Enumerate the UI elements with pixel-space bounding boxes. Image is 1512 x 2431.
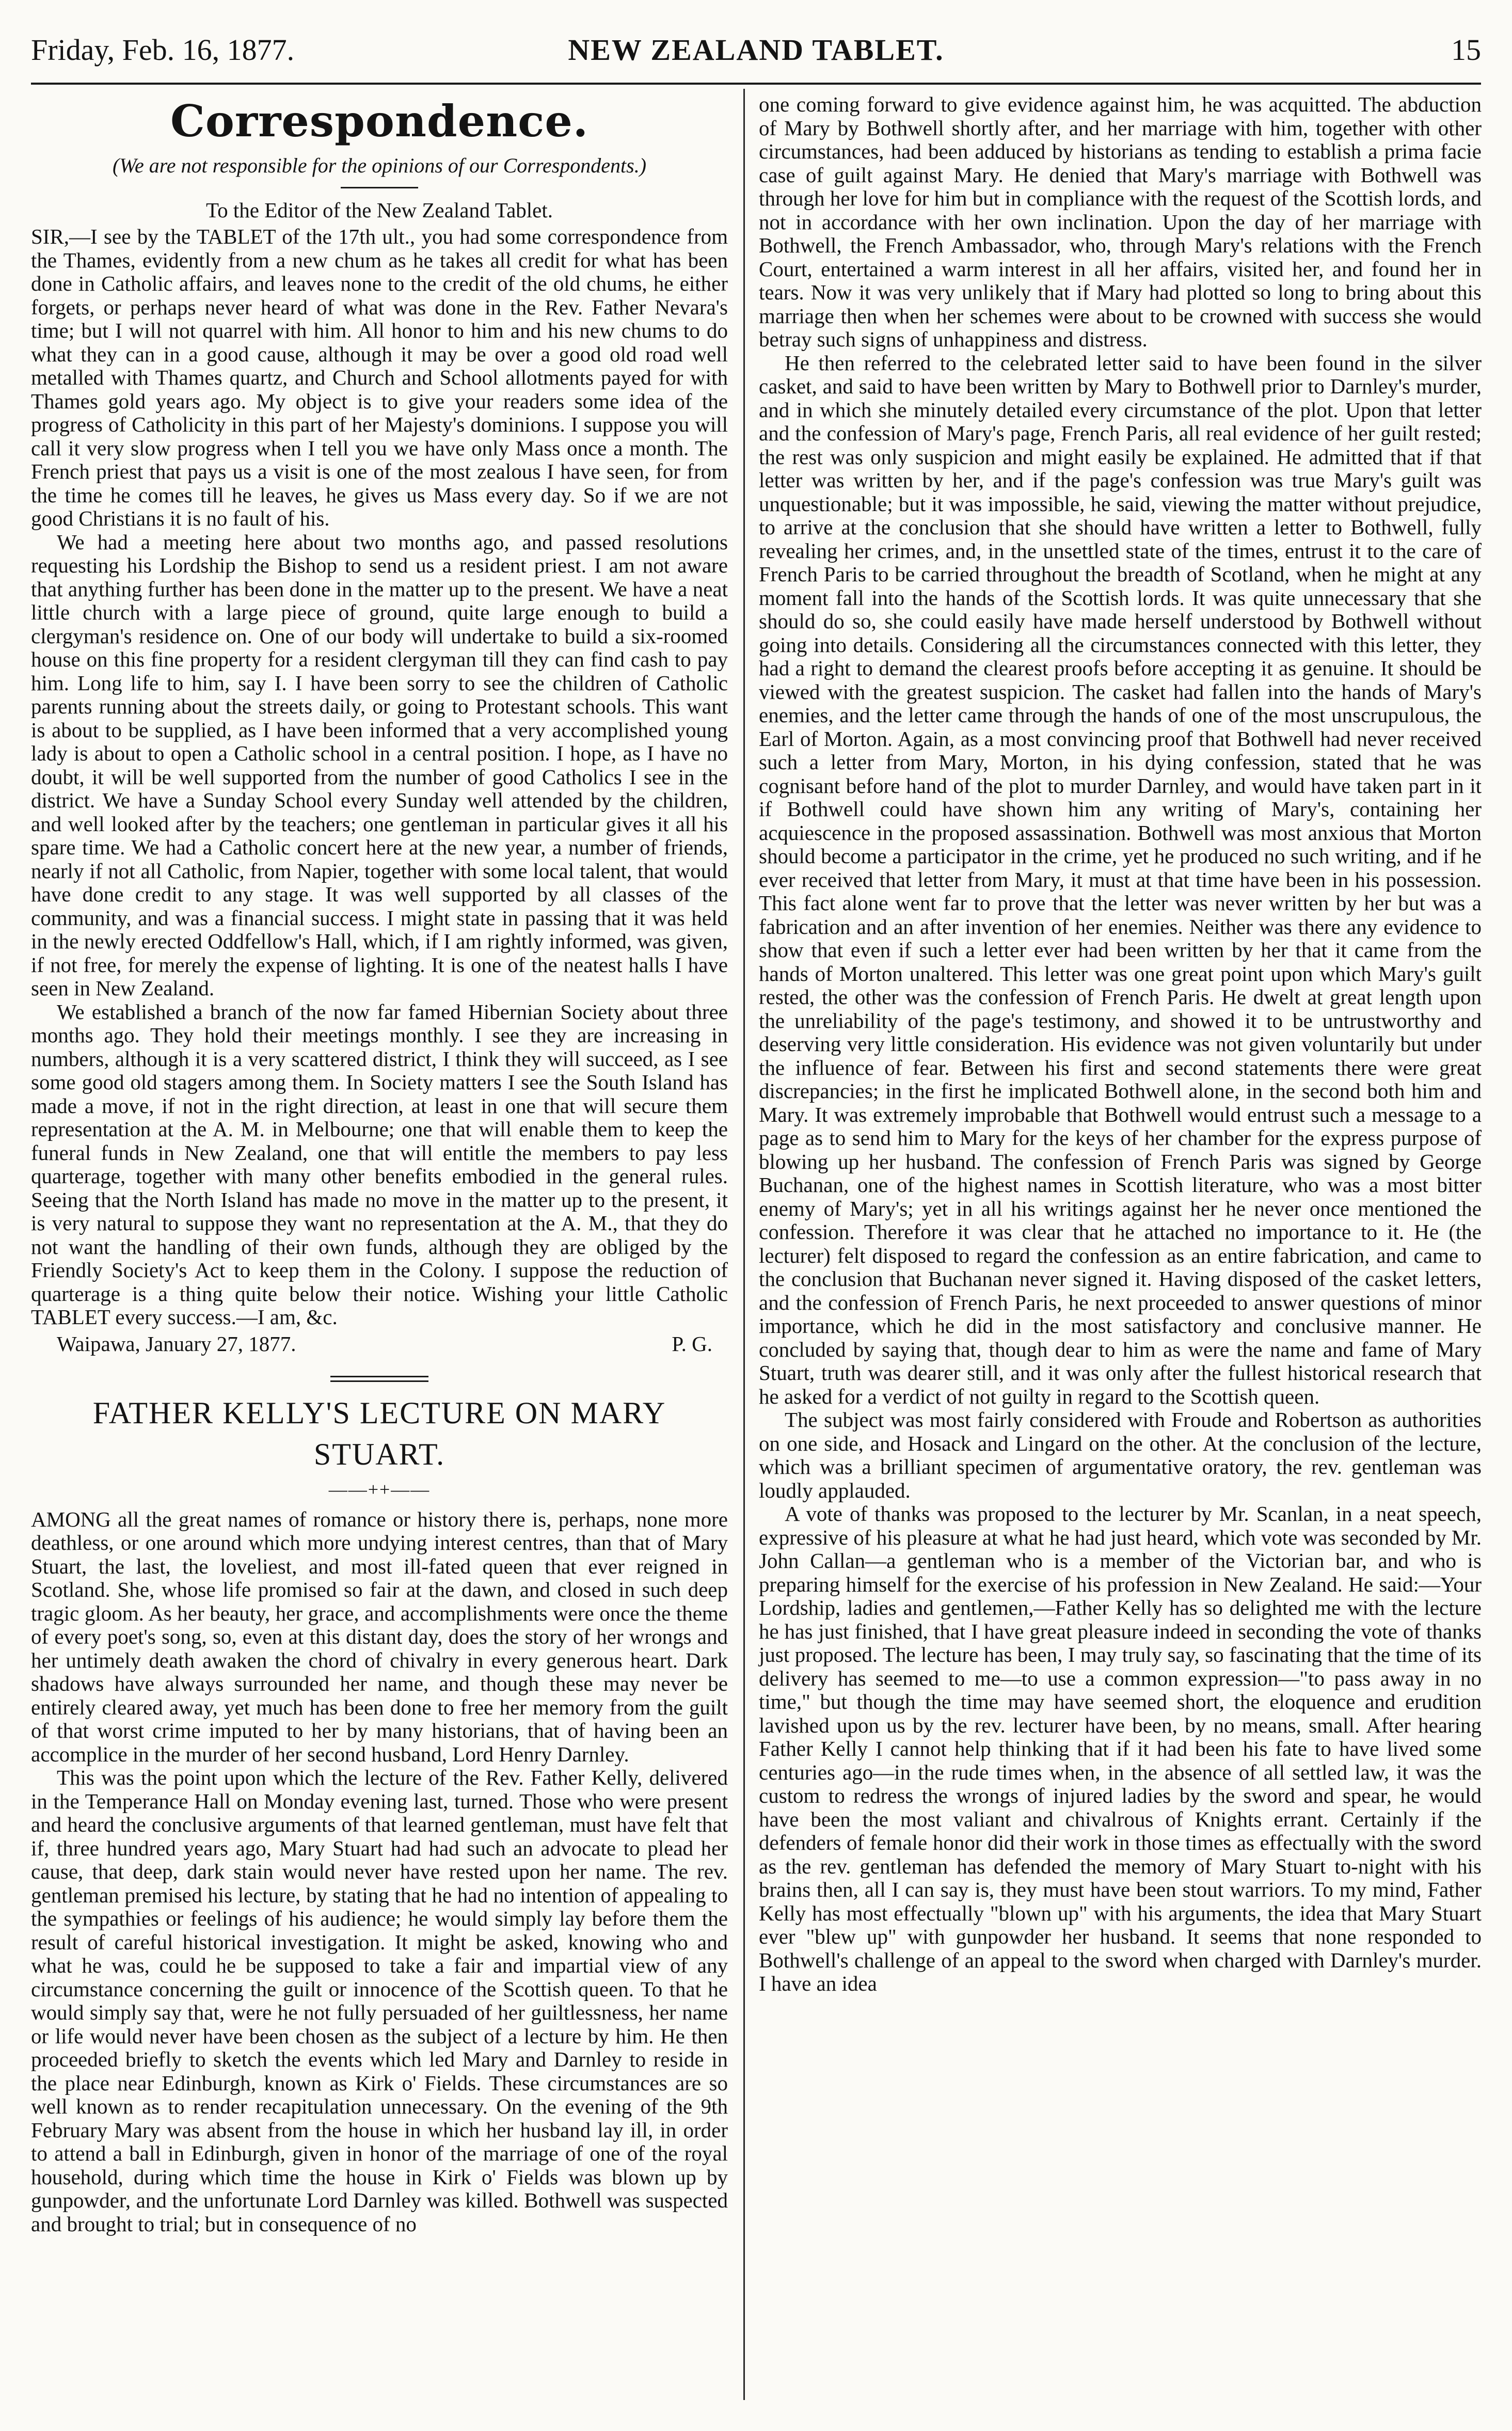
letter-signoff bbox=[31, 1332, 728, 1361]
page-number: 15 bbox=[1451, 33, 1481, 67]
article-paragraph: one coming forward to give evidence against him, he was acquitted. The abduction of Mary by Bothwell shortly after, and her marriage with him, together with other circumstances, had been adduced by historians as tending to establish a prima facie case of guilt against Mary. He denied that Mary's marriage with Bothwell was through her love for him but in compliance with the request of the Scottish lords, and not in accordance with her own inclination. Upon the day of her marriage with Bothwell, the French Ambassador, who, through Mary's relations with the French Court, entertained a warm interest in all her affairs, visited her, and found her in tears. Now it was very unlikely that if Mary had plotted so long to bring about this marriage then when her schemes were about to be crowned with success she would betray such signs of unhappiness and distress. bbox=[759, 92, 1482, 351]
letter-initials: P. G. bbox=[672, 1331, 712, 1356]
article-paragraph: This was the point upon which the lecture of the Rev. Father Kelly, delivered in the Temperance Hall on Monday evening last, turned. Those who were present and heard the conclusive arguments of that learned gentleman, must have felt that if, three hundred years ago, Mary Stuart had had such an advocate to plead her cause, that deep, dark stain would never have rested upon her name. The rev. gentleman premised his lecture, by stating that he had no intention of appealing to the sympathies or feelings of his audience; he would simply lay before them the result of careful historical investigation. It might be asked, knowing who and what he was, could he be supposed to take a fair and impartial view of any circumstance concerning the guilt or innocence of the Scottish queen. To that he would simply say that, were he not fully persuaded of her guiltlessness, her name or life would never have been chosen as the subject of a lecture by him. He then proceeded briefly to sketch the events which led Mary and Darnley to reside in the place near Edinburgh, known as Kirk o' Fields. These circumstances are so well known as to render recapitulation unnecessary. On the evening of the 9th February Mary was absent from the house in which her husband lay ill, in order to attend a ball in Edinburgh, given in honor of the marriage of one of the royal household, during which time the house in Kirk o' Fields was blown up by gunpowder, and the unfortunate Lord Darnley was killed. Bothwell was suspected and brought to trial; but in consequence of no bbox=[31, 1766, 728, 2236]
article-paragraph: He then referred to the celebrated letter said to have been found in the silver casket, and said to have been written by Mary to Bothwell prior to Darnley's murder, and in which she minutely detailed every circumstance of the plot. Upon that letter and the confession of Mary's page, French Paris, all real evidence of her guilt rested; the rest was only suspicion and might easily be explained. He admitted that if that letter was written by her, and if the page's confession was true Mary's guilt was unquestionable; but it was impossible, he said, viewing the matter without prejudice, to arrive at the conclusion that she should have written a letter to Bothwell, fully revealing her crimes, and, in the unsettled state of the times, entrust it to the care of French Paris to be carried throughout the breadth of Scotland, when he might at any moment fall into the hands of the Scottish lords. It was quite unnecessary that she should do so, she could easily have made herself understood by Bothwell without going into details. Considering all the circumstances connected with this letter, they had a right to demand the clearest proofs before accepting it as genuine. It should be viewed with the greatest suspicion. The casket had fallen into the hands of Mary's enemies, and the letter came through the hands of one of the most unscrupulous, the Earl of Morton. Again, as a most convincing proof that Bothwell had never received such a letter from Mary, Morton, in his dying confession, stated that he was cognisant before hand of the plot to murder Darnley, and would have taken part in it if Bothwell could have shown him any writing of Mary's, containing her acquiescence in the proposed assassination. Bothwell was most anxious that Morton should become a participator in the crime, yet he produced no such writing, and if he ever received that letter from Mary, it must at that time have been in his possession. This fact alone went far to prove that the letter was never written by her but was a fabrication and an after invention of her enemies. Neither was there any evidence to show that even if such a letter ever had been written by her that it came from the hands of Morton unaltered. This letter was one great point upon which Mary's guilt rested, the other was the confession of French Paris. He dwelt at great length upon the unreliability of the page's testimony, and showed it to be untrustworthy and deserving very little consideration. His evidence was not given voluntarily but under the influence of fear. Between his first and second statements there were great discrepancies; in the first he implicated Bothwell alone, in the second both him and Mary. It was extremely improbable that Bothwell would entrust such a message to a page as to send him to Mary for the keys of her chamber for the express purpose of blowing up her husband. The confession of French Paris was signed by George Buchanan, one of the highest names in Scottish literature, who was a most bitter enemy of Mary's; yet in all his writings against her he never once mentioned the confession. Therefore it was clear that he attached no importance to it. He (the lecturer) felt disposed to regard the confession as an entire fabrication, and came to the conclusion that Buchanan never signed it. Having disposed of the casket letters, and the confession of French Paris, he next proceeded to answer questions of minor importance, which he did in the most satisfactory and conclusive manner. He concluded by saying that, though dear to him as were the name and fame of Mary Stuart, truth was dearer still, and it was only after the fullest historical research that he asked for a verdict of not guilty in regard to the Scottish queen. bbox=[759, 351, 1482, 1408]
letter-paragraph: We had a meeting here about two months ago, and passed resolutions requesting his Lordship the Bishop to send us a resident priest. I am not aware that anything further has been done in the matter up to the present. We have a neat little church with a large piece of ground, quite large enough to build a clergyman's residence on. One of our body will undertake to build a six-roomed house on this fine property for a resident clergyman till they can find cash to pay him. Long life to him, say I. I have been sorry to see the children of Catholic parents running about the streets daily, or going to Protestant schools. This want is about to be supplied, as I have been informed that a very accomplished young lady is about to open a Catholic school in a central position. I hope, as I have no doubt, it will be well supported from the number of good Catholics I see in the district. We have a Sunday School every Sunday well attended by the children, and well looked after by the teachers; one gentleman in particular gives it all his spare time. We had a Catholic concert here at the new year, a number of friends, nearly if not all Catholic, from Napier, together with some local talent, that would have done credit to any stage. It was well supported by all classes of the community, and was a financial success. I might state in passing that it was held in the newly erected Oddfellow's Hall, which, if I am rightly informed, was given, if not free, for merely the expense of lighting. It is one of the neatest halls I have seen in New Zealand. bbox=[31, 530, 728, 1000]
masthead-rule bbox=[31, 83, 1481, 85]
letter-paragraph: SIR,—I see by the TABLET of the 17th ult., you had some correspondence from the Thames, evidently from a new chum as he takes all credit for what has been done in Catholic affairs, and leaves none to the credit of the old chums, he either forgets, or perhaps never heard of what was done in the Rev. Father Nevara's time; but I will not quarrel with him. All honor to him and his new chums to do what they can in a good cause, although it may be over a good old road well metalled with Thames quartz, and Church and School allotments payed for with Thames gold years ago. My object is to give your readers some idea of the progress of Catholicity in this part of her Majesty's dominions. I suppose you will call it very slow progress when I tell you we have only Mass once a month. The French priest that pays us a visit is one of the most zealous I have seen, for from the time he comes till he leaves, he gives us Mass every day. So if we are not good Christians it is no fault of his. bbox=[31, 225, 728, 530]
letter-place-date: Waipawa, January 27, 1877. bbox=[57, 1331, 296, 1356]
letter-addressee: To the Editor of the New Zealand Tablet. bbox=[205, 198, 553, 222]
letter-paragraph: We established a branch of the now far famed Hibernian Society about three months ago. They hold their meetings monthly. I see they are increasing in numbers, although it is a very scattered district, I think they will succeed, as I see some good old stagers among them. In Society matters I see the South Island has made a move, if not in the right direction, at least in one that will secure them representation at the A. M. in Melbourne; one that will enable them to keep the funeral funds in New Zealand, one that will entitle the members to pay less quarterage, together with many other benefits embodied in the general rules. Seeing that the North Island has made no move in the matter up to the present, it is very natural to suppose they want no representation at the A. M., that they do not want the handling of their own funds, although they are obliged by the Friendly Society's Act to keep them in the Colony. I suppose the reduction of quarterage is a thing quite below their notice. Wishing your little Catholic TABLET every success.—I am, &c. bbox=[31, 999, 728, 1329]
issue-date: Friday, Feb. 16, 1877. bbox=[31, 33, 295, 67]
ornament-rule: ——++—— bbox=[328, 1479, 431, 1500]
left-column bbox=[31, 93, 728, 2236]
disclaimer: (We are not responsible for the opinions of our Correspondents.) bbox=[112, 154, 647, 177]
article-separator bbox=[330, 1376, 428, 1382]
section-heading: Correspondence. bbox=[170, 96, 589, 147]
article-headline: FATHER KELLY'S LECTURE ON MARY STUART. bbox=[92, 1395, 666, 1471]
publication-title: NEW ZEALAND TABLET. bbox=[568, 33, 944, 67]
divider bbox=[341, 187, 418, 188]
column-divider bbox=[743, 89, 745, 2400]
masthead bbox=[31, 27, 1481, 73]
article-paragraph: A vote of thanks was proposed to the lecturer by Mr. Scanlan, in a neat speech, expressive of his pleasure at what he had just heard, which vote was seconded by Mr. John Callan—a gentleman who is a member of the Victorian bar, and who is preparing himself for the exercise of his profession in New Zealand. He said:—Your Lordship, ladies and gentlemen,—Father Kelly has so delighted me with the lecture he has just finished, that I have great pleasure indeed in seconding the vote of thanks just proposed. The lecture has been, I may truly say, so fascinating that the time of its delivery has seemed to me—to use a common expression—"to pass away in no time," but though the time may have seemed short, the eloquence and erudition lavished upon us by the rev. lecturer have been, by no means, small. After hearing Father Kelly I cannot help thinking that if it had been his fate to have lived some centuries ago—in the rude times when, in the absence of all settled law, it was the custom to redress the wrongs of injured ladies by the sword and spear, he would have been the most valiant and chivalrous of Knights errant. Certainly if the defenders of female honor did their work in those times as effectually with the sword as the rev. gentleman has defended the memory of Mary Stuart to-night with his brains then, all I can say is, they must have been stout warriors. To my mind, Father Kelly has most effectually "blown up" with his arguments, the idea that Mary Stuart ever "blew up" with gunpowder her husband. It seems that none responded to Bothwell's challenge of an appeal to the sword when charged with Darnley's murder. I have an idea bbox=[759, 1502, 1482, 1995]
article-paragraph: The subject was most fairly considered with Froude and Robertson as authorities on one side, and Hosack and Lingard on the other. At the conclusion of the lecture, which was a brilliant specimen of argumentative oratory, the rev. gentleman was loudly applauded. bbox=[759, 1408, 1482, 1502]
right-column bbox=[759, 93, 1482, 1996]
article-paragraph: AMONG all the great names of romance or history there is, perhaps, none more deathless, or one around which more undying interest centres, than that of Mary Stuart, the last, the loveliest, and most ill-fated queen that ever reigned in Scotland. She, whose life promised so fair at the dawn, and closed in such deep tragic gloom. As her beauty, her grace, and accomplishments were once the theme of every poet's song, so, even at this distant day, does the story of her wrongs and her untimely death awaken the chord of chivalry in every generous heart. Dark shadows have always surrounded her name, and though these may never be entirely cleared away, yet much has been done to free her memory from the guilt of that worst crime imputed to her by many historians, that of having been an accomplice in the murder of her second husband, Lord Henry Darnley. bbox=[31, 1507, 728, 1766]
